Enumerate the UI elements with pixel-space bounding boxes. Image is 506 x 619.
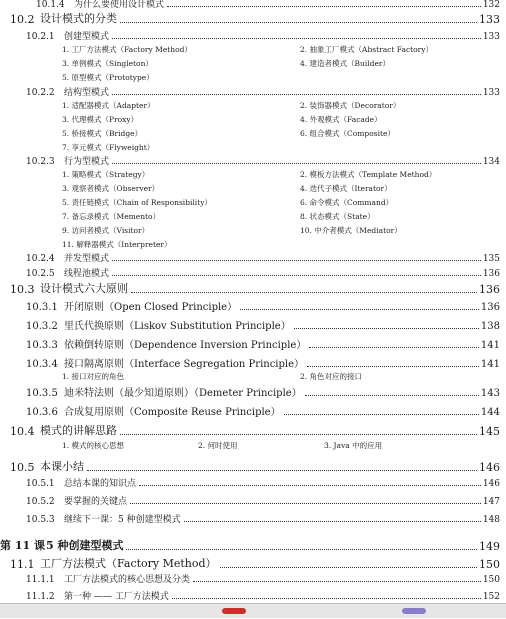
toc-page-number: 136 (479, 283, 500, 296)
toc-leader (120, 434, 477, 435)
toc-leader (130, 503, 481, 504)
toc-title: 依赖倒转原则（Dependence Inversion Principle） (64, 340, 307, 351)
toc-row-11-1[interactable] (10, 555, 500, 571)
toc-number: 10.5.2 (26, 497, 55, 507)
toc-number: 11.1 (10, 558, 35, 571)
toc-row-10-3-6[interactable] (26, 403, 500, 418)
pattern-item: 1. 适配器模式（Adapter） (62, 101, 155, 110)
toc-leader (294, 328, 479, 329)
pattern-item: 2. 模板方法模式（Template Method） (300, 170, 437, 179)
toc-page-number: 141 (480, 359, 500, 370)
toc-page-number: 134 (482, 157, 500, 167)
toc-page-number: 133 (482, 32, 500, 42)
toc-title: 创建型模式 (64, 32, 110, 42)
toc-number: 10.2.3 (26, 157, 55, 167)
toc-row-10-5-3[interactable] (26, 512, 500, 525)
pattern-item: 11. 解释器模式（Interpreter） (62, 240, 172, 249)
pattern-item: 9. 访问者模式（Visitor） (62, 226, 150, 235)
toc-title: 并发型模式 (64, 254, 110, 264)
toc-number: 10.3.5 (26, 388, 58, 399)
toc-leader (220, 567, 477, 568)
toc-page-number: 145 (479, 425, 500, 438)
toc-title: 行为型模式 (64, 157, 110, 167)
toc-number: 10.4 (10, 425, 35, 438)
toc-row-11-1-1[interactable] (26, 572, 500, 585)
pattern-item: 7. 享元模式（Flyweight） (62, 143, 155, 152)
toc-leader (307, 366, 479, 367)
pattern-item: 5. 原型模式（Prototype） (62, 73, 154, 82)
toc-title: 合成复用原则（Composite Reuse Principle） (64, 407, 281, 418)
toc-title: 第一种 —— 工厂方法模式 (64, 592, 169, 602)
toc-number: 10.3.1 (26, 302, 58, 313)
toc-row-10-4[interactable] (10, 422, 500, 438)
toc-row-10-3-4[interactable] (26, 355, 500, 370)
toc-page-number: 133 (482, 88, 500, 98)
toc-row-10-3-1[interactable] (26, 298, 500, 313)
toc-page-number: 136 (480, 302, 500, 313)
subtopic-item: 1. 接口对应的角色 (62, 372, 125, 381)
toc-page-number: 149 (479, 540, 500, 553)
toc-title: 为什么要使用设计模式 (74, 0, 165, 10)
toc-row-10-2[interactable] (10, 10, 500, 26)
toc-leader (193, 581, 481, 582)
toc-leader (284, 414, 479, 415)
toc-leader (112, 38, 481, 39)
toc-page-number: 138 (480, 321, 500, 332)
toc-page-number: 146 (479, 461, 500, 474)
toc-title: 里氏代换原则（Liskov Substitution Principle） (64, 321, 291, 332)
pattern-item: 4. 外观模式（Facade） (300, 115, 382, 124)
toc-number: 10.1.4 (36, 0, 65, 10)
toc-row-10-5-2[interactable] (26, 494, 500, 507)
pattern-item: 3. 单例模式（Singleton） (62, 59, 153, 68)
toc-title: 工厂方法模式（Factory Method） (40, 557, 217, 570)
toc-title: 开闭原则（Open Closed Principle） (64, 302, 238, 313)
toc-number: 11.1.1 (26, 575, 55, 585)
toc-leader (309, 347, 479, 348)
toc-page-number: 141 (480, 340, 500, 351)
toc-row-10-3[interactable] (10, 280, 500, 296)
toc-number: 10.3.4 (26, 359, 58, 370)
pattern-item: 2. 装饰器模式（Decorator） (300, 101, 401, 110)
toc-leader (112, 275, 481, 276)
toc-leader (131, 292, 477, 293)
subtopic-item: 2. 角色对应的接口 (300, 372, 363, 381)
toc-row-10-2-3[interactable] (26, 154, 500, 167)
bookmark-marker[interactable] (222, 608, 246, 614)
pattern-item: 4. 建造者模式（Builder） (300, 59, 391, 68)
toc-title: 继续下一课：5 种创建型模式 (64, 515, 181, 525)
toc-leader (240, 309, 479, 310)
pattern-item: 6. 组合模式（Composite） (300, 129, 395, 138)
toc-page-number: 150 (482, 575, 500, 585)
toc-row-10-1-4[interactable] (36, 0, 500, 10)
toc-number: 10.2.2 (26, 88, 55, 98)
toc-leader (184, 521, 481, 522)
toc-title: 设计模式的分类 (40, 12, 117, 25)
toc-number: 10.2.4 (26, 254, 55, 264)
page-indicator[interactable] (402, 608, 426, 614)
toc-row-lesson-11[interactable] (0, 537, 500, 553)
toc-row-10-5[interactable] (10, 458, 500, 474)
toc-title: 5 种创建型模式 (46, 539, 124, 552)
toc-number: 10.2.5 (26, 269, 55, 279)
toc-title: 要掌握的关键点 (64, 497, 128, 507)
toc-title: 结构型模式 (64, 88, 110, 98)
toc-leader (87, 470, 477, 471)
pattern-item: 5. 桥接模式（Bridge） (62, 129, 143, 138)
toc-page-number: 148 (482, 515, 500, 525)
toc-title: 本课小结 (40, 460, 84, 473)
toc-title: 设计模式六大原则 (40, 282, 128, 295)
toc-leader (139, 485, 481, 486)
toc-leader (112, 163, 481, 164)
toc-number: 10.3 (10, 283, 35, 296)
toc-page-number: 133 (479, 13, 500, 26)
toc-number: 10.3.3 (26, 340, 58, 351)
pattern-item: 3. 观察者模式（Observer） (62, 184, 160, 193)
toc-leader (112, 94, 481, 95)
pattern-item: 4. 迭代子模式（Iterator） (300, 184, 392, 193)
toc-row-10-3-3[interactable] (26, 336, 500, 351)
toc-row-10-2-5[interactable] (26, 266, 500, 279)
toc-row-10-2-4[interactable] (26, 251, 500, 264)
toc-page-number: 136 (482, 269, 500, 279)
pattern-item: 10. 中介者模式（Mediator） (300, 226, 402, 235)
toc-row-10-3-2[interactable] (26, 317, 500, 332)
toc-title: 接口隔离原则（Interface Segregation Principle） (64, 359, 305, 370)
toc-row-10-3-5[interactable] (26, 384, 500, 399)
toc-title: 迪米特法则（最少知道原则）（Demeter Principle） (64, 388, 302, 399)
toc-row-10-2-1[interactable] (26, 29, 500, 42)
toc-title: 总结本课的知识点 (64, 479, 137, 489)
pattern-item: 2. 抽象工厂模式（Abstract Factory） (300, 45, 433, 54)
toc-leader (167, 6, 481, 7)
toc-row-10-2-2[interactable] (26, 85, 500, 98)
toc-leader (120, 22, 477, 23)
toc-number: 10.3.2 (26, 321, 58, 332)
viewer-bottom-bar (0, 603, 506, 618)
toc-row-10-5-1[interactable] (26, 476, 500, 489)
toc-page-number: 135 (482, 254, 500, 264)
toc-title: 模式的讲解思路 (40, 424, 117, 437)
toc-number: 11.1.2 (26, 592, 55, 602)
toc-page-number: 147 (482, 497, 500, 507)
toc-row-11-1-2[interactable] (26, 589, 500, 602)
toc-number: 10.5 (10, 461, 35, 474)
toc-title: 线程池模式 (64, 269, 110, 279)
toc-leader (305, 395, 479, 396)
subtopic-item: 3. Java 中的应用 (324, 441, 383, 450)
toc-page-number: 144 (480, 407, 500, 418)
pattern-item: 1. 策略模式（Strategy） (62, 170, 150, 179)
toc-title: 工厂方法模式的核心思想及分类 (64, 575, 191, 585)
toc-page-number: 132 (482, 0, 500, 10)
toc-number: 10.2.1 (26, 32, 55, 42)
toc-page-number: 150 (479, 558, 500, 571)
toc-number: 第 11 课 (0, 539, 45, 552)
pattern-item: 7. 备忘录模式（Memento） (62, 212, 161, 221)
toc-leader (172, 598, 481, 599)
toc-leader (112, 260, 481, 261)
subtopic-item: 1. 模式的核心思想 (62, 441, 125, 450)
toc-page-number: 146 (482, 479, 500, 489)
pattern-item: 5. 责任链模式（Chain of Responsibility） (62, 198, 212, 207)
pattern-item: 8. 状态模式（State） (300, 212, 375, 221)
toc-page-number: 152 (482, 592, 500, 602)
toc-leader (126, 549, 477, 550)
toc-number: 10.2 (10, 13, 35, 26)
pattern-item: 1. 工厂方法模式（Factory Method） (62, 45, 192, 54)
toc-number: 10.5.1 (26, 479, 55, 489)
pattern-item: 6. 命令模式（Command） (300, 198, 394, 207)
toc-page-number: 143 (480, 388, 500, 399)
toc-number: 10.5.3 (26, 515, 55, 525)
subtopic-item: 2. 何时使用 (198, 441, 238, 450)
toc-number: 10.3.6 (26, 407, 58, 418)
pattern-item: 3. 代理模式（Proxy） (62, 115, 139, 124)
